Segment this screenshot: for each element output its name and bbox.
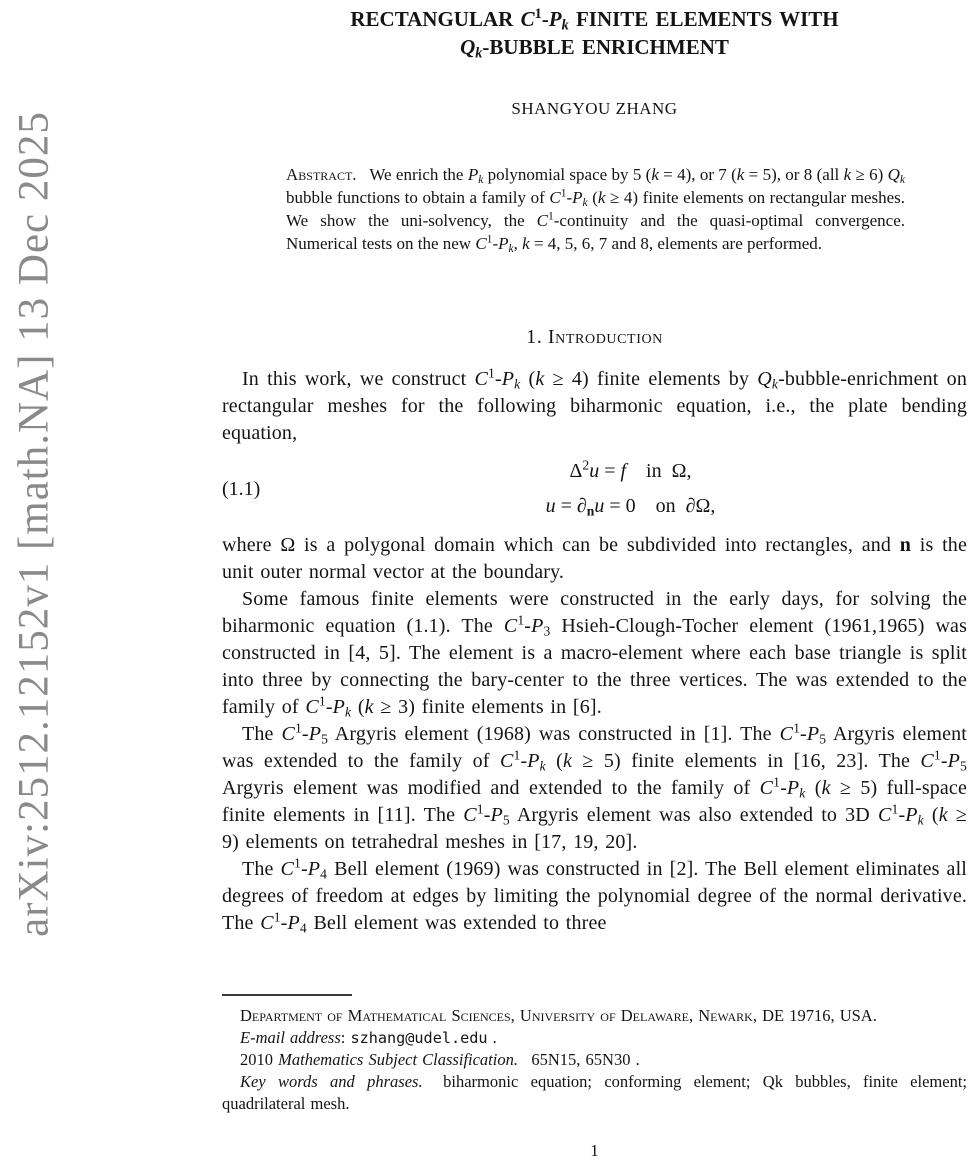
- equation-label: (1.1): [222, 477, 261, 500]
- paper-content: [222, 0, 967, 1160]
- paragraph-bell: The $C^1-P_4$ Bell element (1969) was constructed in [2]. The Bell element eliminates all degrees of freedom at edges by limiting the polynomial degree of the normal derivative. The $C^1-P_4$ Bell element was extended to three: [222, 855, 967, 936]
- author-name: SHANGYOU ZHANG: [511, 99, 678, 118]
- paragraph-early-elements: Some famous finite elements were constructed in the early days, for solving the biharmonic equation (1.1). The $C^1-P_3$ Hsieh-Clough-Tocher element (1961,1965) was constructed in [4, 5]. The element is a macro-element where each base triangle is split into three by connecting the bary-center to the three vertices. The was extended to the family of $C^1-Pk$ (k ≥ 3) finite elements in [6].: [222, 588, 967, 720]
- paper-title-line-1: RECTANGULAR $C^1-Pk$ FINITE ELEMENTS WITH: [350, 6, 839, 34]
- paper-title-line-2: Qk-BUBBLE ENRICHMENT: [460, 35, 729, 62]
- footnote-email: E-mail address: szhang@udel.edu .: [240, 1028, 497, 1047]
- equation-block: [222, 454, 967, 524]
- footnote-rule: [222, 994, 352, 996]
- paragraph-argyris: The $C^1-P_5$ Argyris element (1968) was constructed in [1]. The $C^1-P_5$ Argyris element was extended to the family of $C^1-Pk$ (k ≥ 5) finite elements in [16, 23]. The $C^1-P_5$ Argyris element was modified and extended to the family of $C^1-Pk$ (k ≥ 5) full-space finite elements in [11]. The $C^1-P_5$ Argyris element was also extended to 3D $C^1-Pk$ (k ≥ 9) elements on tetrahedral meshes in [17, 19, 20].: [222, 720, 967, 853]
- abstract: Abstract. We enrich the Pk polynomial space by 5 (k = 4), or 7 (k = 5), or 8 (all k ≥ 6) Qk bubble functions to obtain a family of $C^1-Pk$ (k ≥ 4) finite elements on rectangular meshes. We show the uni-solvency, the $C^1$-continuity and the quasi-optimal convergence. Numerical tests on the new $C^1-Pk$, k = 4, 5, 6, 7 and 8, elements are performed.: [286, 165, 906, 255]
- footnote-keywords: Key words and phrases. biharmonic equation; conforming element; Qk bubbles, finite element; quadrilateral mesh.: [222, 1072, 967, 1113]
- footnote-department: Department of Mathematical Sciences, University of Delaware, Newark, DE 19716, USA.: [240, 1006, 877, 1025]
- section-heading-introduction: 1. Introduction: [526, 326, 663, 348]
- equation-line-2: u = ∂nu = 0 on ∂Ω,: [545, 495, 716, 519]
- arxiv-watermark: arXiv:2512.12152v1 [math.NA] 13 Dec 2025: [10, 111, 58, 937]
- paragraph-intro: In this work, we construct $C^1-Pk$ (k ≥ 4) finite elements by Qk-bubble-enrichment on rectangular meshes for the following biharmonic equation, i.e., the plate bending equation,: [222, 365, 967, 444]
- equation-line-1: $\Delta^2u = f$ in Ω,: [569, 457, 692, 482]
- footnote-msc: 2010 Mathematics Subject Classification. 65N15, 65N30 .: [240, 1050, 640, 1069]
- equation-lines: [294, 454, 967, 524]
- footnote-block: [222, 994, 967, 1115]
- paragraph-where: where Ω is a polygonal domain which can be subdivided into rectangles, and n is the unit outer normal vector at the boundary.: [222, 534, 967, 583]
- paper-title: [222, 5, 967, 61]
- page-number: 1: [590, 1141, 599, 1160]
